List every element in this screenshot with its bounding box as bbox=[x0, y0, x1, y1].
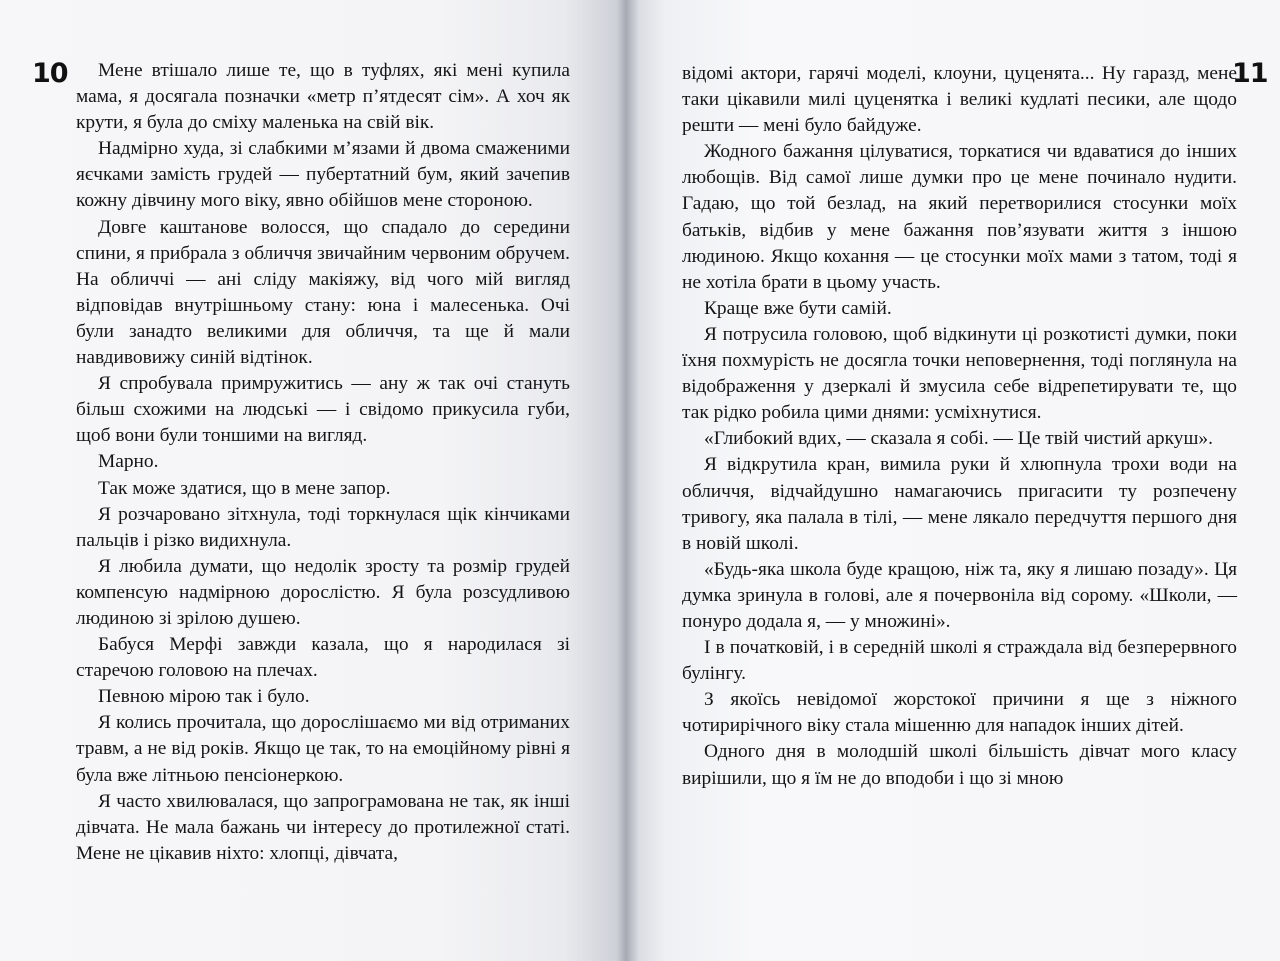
paragraph: Марно. bbox=[98, 451, 159, 473]
paragraph: Краще вже бути самій. bbox=[704, 297, 892, 319]
paragraph: Я потрусила головою, щоб відкинути ці розкотисті думки, поки їхня похмурість не досягла точки неповернення, тоді поглянула на відображення у дзеркалі й змусила себе відрепетирувати те, що так рідко робила цими днями: усміхнутися. bbox=[682, 323, 1237, 424]
paragraph: Я розчаровано зітхнула, тоді торкнулася щік кінчиками пальців і різко видихнула. bbox=[76, 503, 570, 551]
paragraph: І в початковій, і в середній школі я страждала від безперервного булінгу. bbox=[682, 637, 1237, 685]
book-gutter bbox=[617, 0, 639, 961]
paragraph: Мене втішало лише те, що в туфлях, які мені купила мама, я досягала позначки «метр п’ятдесят сім». А хоч як крути, я була до сміху маленька на свій вік. bbox=[76, 60, 570, 134]
left-page-text bbox=[76, 58, 570, 867]
paragraph: З якоїсь невідомої жорстокої причини я ще з ніжного чотирирічного віку стала мішенню для нападок інших дітей. bbox=[682, 689, 1237, 737]
paragraph: Бабуся Мерфі завжди казала, що я народилася зі старечою головою на плечах. bbox=[76, 634, 570, 682]
left-page bbox=[0, 0, 626, 961]
right-page bbox=[626, 0, 1280, 961]
paragraph: Так може здатися, що в мене запор. bbox=[98, 477, 391, 499]
page-number-right: 11 bbox=[1232, 58, 1268, 89]
paragraph: Я відкрутила кран, вимила руки й хлюпнула трохи води на обличчя, відчайдушно намагаючись пригасити ту розпечену тривогу, яка палала в тілі, — мене лякало передчуття першого дня в новій школі. bbox=[682, 454, 1237, 554]
paragraph: Я часто хвилювалася, що запрограмована не так, як інші дівчата. Не мала бажань чи інтересу до протилежної статі. Мене не цікавив ніхто: хлопці, дівчата, bbox=[76, 790, 570, 864]
paragraph: Я колись прочитала, що дорослішаємо ми від отриманих травм, а не від років. Якщо це так, то на емоційному рівні я була вже літньою пенсіонеркою. bbox=[76, 712, 570, 786]
page-number-left: 10 bbox=[32, 58, 68, 89]
paragraph: «Будь-яка школа буде кращою, ніж та, яку я лишаю позаду». Ця думка зринула в голові, але я почервоніла від сорому. «Школи, — понуро додала я, — у множині». bbox=[682, 558, 1237, 632]
paragraph-continuation: відомі актори, гарячі моделі, клоуни, цуценята... Ну гаразд, мене таки цікавили милі цуценятка і великі кудлаті песики, але щодо решти — мені було байдуже. bbox=[682, 63, 1237, 137]
paragraph: Довге каштанове волосся, що спадало до середини спини, я прибрала з обличчя звичайним червоним обручем. На обличчі — ані сліду макіяжу, від чого мій вигляд відповідав внутрішньому стану: юна і малесенька. Очі були занадто великими для обличчя, та ще й мали навдивовижу синій відтінок. bbox=[76, 216, 570, 369]
paragraph: Я спробувала примружитись — ану ж так очі стануть більш схожими на людські — і свідомо прикусила губи, щоб вони були тоншими на вигляд. bbox=[76, 373, 570, 447]
paragraph: Одного дня в молодшій школі більшість дівчат мого класу вирішили, що я їм не до вподоби і що зі мною bbox=[682, 741, 1237, 789]
paragraph: Жодного бажання цілуватися, торкатися чи вдаватися до інших любощів. Від самої лише думки про це мене починало нудити. Гадаю, що той безлад, на який перетворилися стосунки моїх батьків, відбив у мене бажання пов’язувати життя з іншою людиною. Якщо кохання — це стосунки моїх мами з татом, тоді я не хотіла брати в цьому участь. bbox=[682, 141, 1237, 293]
paragraph: Я любила думати, що недолік зросту та розмір грудей компенсую надмірною дорослістю. Я була розсудливою людиною зі зрілою душею. bbox=[76, 555, 570, 629]
paragraph: Певною мірою так і було. bbox=[98, 686, 310, 708]
paragraph: Надмірно худа, зі слабкими м’язами й двома смаженими яєчками замість грудей — пубертатний бум, який зачепив кожну дівчину мого віку, явно обійшов мене стороною. bbox=[76, 138, 570, 212]
paragraph: «Глибокий вдих, — сказала я собі. — Це твій чистий аркуш». bbox=[704, 428, 1213, 450]
right-page-text bbox=[682, 61, 1237, 792]
